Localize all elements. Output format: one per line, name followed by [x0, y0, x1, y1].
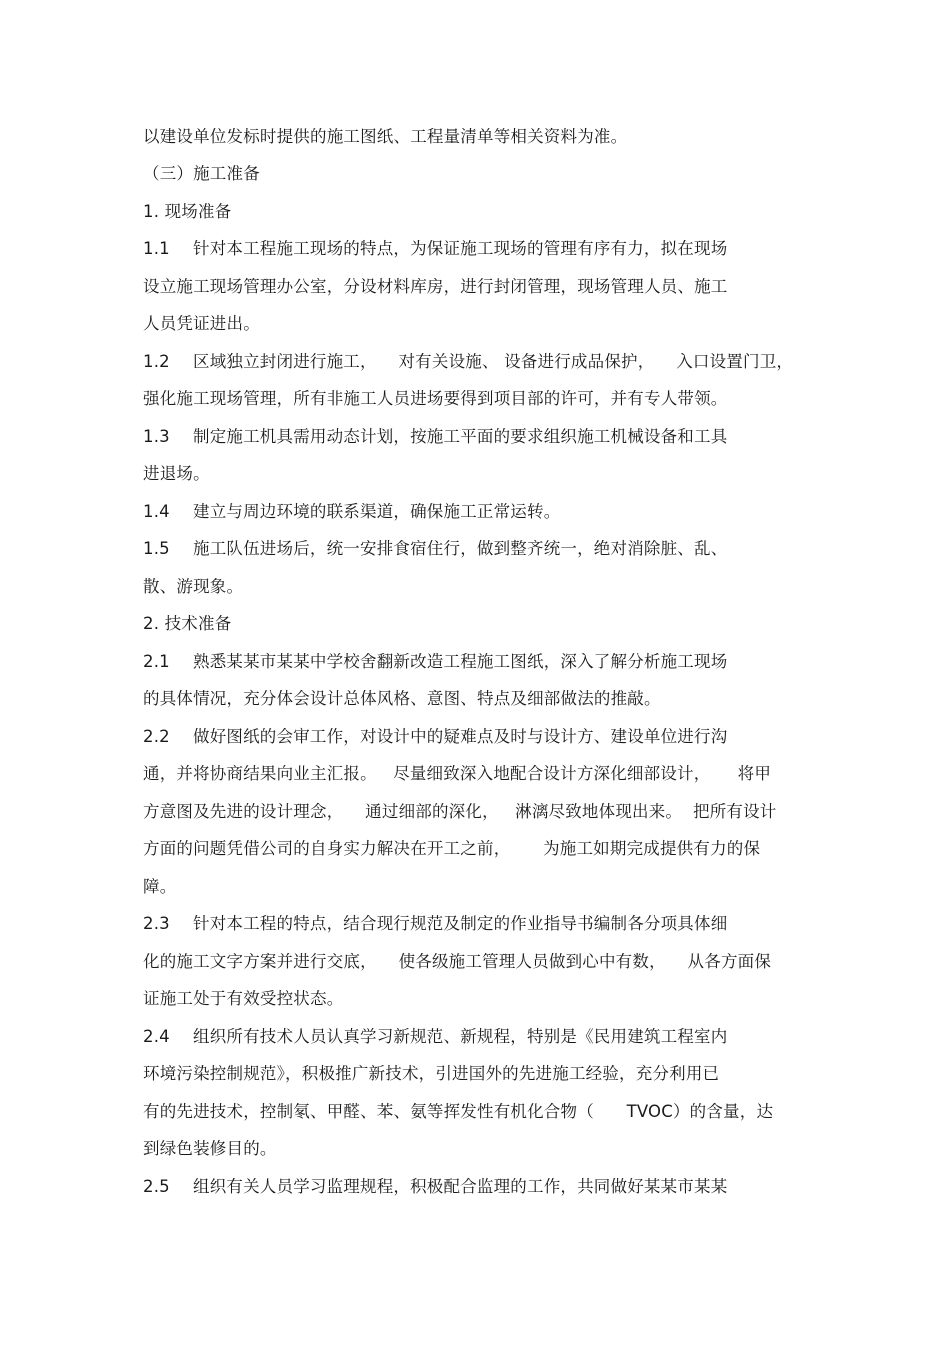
text-line: 的具体情况，充分体会设计总体风格、意图、特点及细部做法的推敲。 — [143, 689, 661, 708]
text-line: 证施工处于有效受控状态。 — [143, 989, 344, 1008]
subsection-heading: 1. 现场准备 — [143, 202, 232, 221]
text-line: 强化施工现场管理，所有非施工人员进场要得到项目部的许可，并有专人带领。 — [143, 389, 728, 408]
item-number: 1.4 — [143, 502, 170, 521]
text-line: 针对本工程施工现场的特点，为保证施工现场的管理有序有力，拟在现场 — [193, 239, 728, 258]
text-line: 进退场。 — [143, 464, 210, 483]
item-number: 1.2 — [143, 352, 170, 371]
numbered-paragraph-line — [143, 1176, 727, 1198]
item-number: 2.5 — [143, 1177, 170, 1196]
section-heading: （三）施工准备 — [143, 164, 260, 183]
item-number: 2.3 — [143, 914, 170, 933]
subsection-heading: 2. 技术准备 — [143, 614, 232, 633]
text-line: 化的施工文字方案并进行交底， 使各级施工管理人员做到心中有数， 从各方面保 — [143, 952, 772, 971]
text-line: 方意图及先进的设计理念， 通过细部的深化， 淋漓尽致地体现出来。 把所有设计 — [143, 802, 777, 821]
text-line: 设立施工现场管理办公室，分设材料库房，进行封闭管理，现场管理人员、施工 — [143, 277, 728, 296]
text-line: 组织所有技术人员认真学习新规范、新规程，特别是《民用建筑工程室内 — [193, 1027, 728, 1046]
text-line: 以建设单位发标时提供的施工图纸、工程量清单等相关资料为准。 — [143, 127, 628, 146]
text-line: 区域独立封闭进行施工， 对有关设施、 设备进行成品保护， 入口设置门卫， — [193, 352, 794, 371]
text-line: 施工队伍进场后，统一安排食宿住行，做到整齐统一，绝对消除脏、乱、 — [193, 539, 728, 558]
numbered-paragraph-line — [143, 238, 727, 260]
numbered-paragraph-line — [143, 351, 793, 373]
item-number: 1.1 — [143, 239, 170, 258]
text-line: 人员凭证进出。 — [143, 314, 260, 333]
numbered-paragraph-line — [143, 913, 727, 935]
text-line: 方面的问题凭借公司的自身实力解决在开工之前， 为施工如期完成提供有力的保 — [143, 839, 761, 858]
item-number: 1.3 — [143, 427, 170, 446]
numbered-paragraph-line — [143, 501, 560, 523]
text-line: 障。 — [143, 877, 177, 896]
text-line: 有的先进技术，控制氡、甲醛、苯、氨等挥发性有机化合物（ TVOC）的含量，达 — [143, 1102, 774, 1121]
text-line: 组织有关人员学习监理规程，积极配合监理的工作，共同做好某某市某某 — [193, 1177, 728, 1196]
numbered-paragraph-line — [143, 538, 727, 560]
numbered-paragraph-line — [143, 651, 727, 673]
text-line: 到绿色装修目的。 — [143, 1139, 277, 1158]
item-number: 2.1 — [143, 652, 170, 671]
numbered-paragraph-line — [143, 426, 727, 448]
text-line: 针对本工程的特点，结合现行规范及制定的作业指导书编制各分项具体细 — [193, 914, 728, 933]
numbered-paragraph-line — [143, 1026, 727, 1048]
text-line: 熟悉某某市某某中学校舍翻新改造工程施工图纸，深入了解分析施工现场 — [193, 652, 728, 671]
item-number: 2.4 — [143, 1027, 170, 1046]
text-line: 做好图纸的会审工作，对设计中的疑难点及时与设计方、建设单位进行沟 — [193, 727, 728, 746]
item-number: 2.2 — [143, 727, 170, 746]
item-number: 1.5 — [143, 539, 170, 558]
text-line: 制定施工机具需用动态计划，按施工平面的要求组织施工机械设备和工具 — [193, 427, 728, 446]
text-line: 环境污染控制规范》，积极推广新技术，引进国外的先进施工经验，充分利用已 — [143, 1064, 720, 1083]
text-line: 散、游现象。 — [143, 577, 244, 596]
text-line: 通，并将协商结果向业主汇报。 尽量细致深入地配合设计方深化细部设计， 将甲 — [143, 764, 772, 783]
text-line: 建立与周边环境的联系渠道，确保施工正常运转。 — [193, 502, 561, 521]
numbered-paragraph-line — [143, 726, 727, 748]
